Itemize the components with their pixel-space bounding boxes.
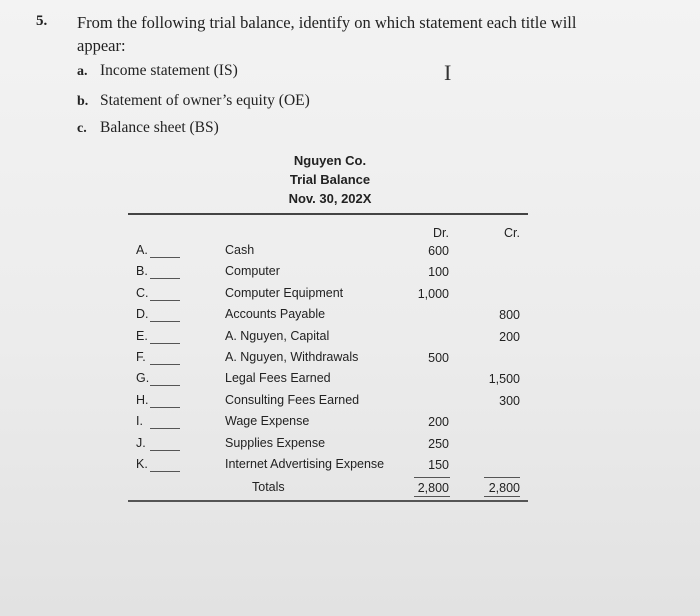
answer-blank[interactable]: [150, 385, 180, 386]
answer-blank[interactable]: [150, 300, 180, 301]
account-title: Computer Equipment: [225, 286, 344, 300]
option-c-letter: c.: [77, 121, 87, 136]
answer-blank[interactable]: [150, 343, 180, 344]
answer-blank[interactable]: [150, 407, 180, 408]
question-text-line2: appear:: [77, 36, 126, 55]
row-letter: B.: [136, 264, 148, 278]
credit-amount: 1,500: [488, 372, 520, 386]
dr-column-header: Dr.: [433, 226, 449, 240]
account-title: Cash: [225, 243, 255, 257]
option-b-letter: b.: [77, 94, 89, 109]
row-letter: A.: [136, 243, 148, 257]
debit-amount: 200: [428, 415, 449, 429]
answer-blank[interactable]: [150, 471, 180, 472]
answer-blank[interactable]: [150, 364, 180, 365]
answer-blank[interactable]: [150, 278, 180, 279]
statement-date: Nov. 30, 202X: [288, 191, 372, 206]
answer-blank[interactable]: [150, 450, 180, 451]
option-a-letter: a.: [77, 64, 88, 79]
row-letter: H.: [136, 393, 149, 407]
option-a-text: Income statement (IS): [100, 62, 238, 79]
debit-amount: 100: [428, 265, 449, 279]
debit-amount: 250: [428, 437, 449, 451]
row-letter: K.: [136, 457, 148, 471]
credit-amount: 800: [499, 308, 520, 322]
row-letter: G.: [136, 371, 150, 385]
account-title: A. Nguyen, Capital: [225, 329, 330, 343]
answer-blank[interactable]: [150, 428, 180, 429]
row-letter: I.: [136, 414, 143, 428]
question-number: 5.: [36, 13, 48, 29]
account-title: Consulting Fees Earned: [225, 393, 360, 407]
row-letter: C.: [136, 286, 149, 300]
debit-amount: 150: [428, 458, 449, 472]
row-letter: E.: [136, 329, 148, 343]
credit-amount: 200: [499, 330, 520, 344]
bottom-rule: [128, 500, 528, 502]
totals-label: Totals: [252, 480, 285, 494]
dr-total-underline: [414, 477, 450, 478]
debit-amount: 600: [428, 244, 449, 258]
row-letter: D.: [136, 307, 149, 321]
debit-amount: 1,000: [417, 287, 449, 301]
cr-column-header: Cr.: [504, 226, 520, 240]
text-cursor-icon: I: [444, 60, 452, 85]
top-rule: [128, 213, 528, 215]
account-title: Computer: [225, 264, 280, 278]
account-title: Internet Advertising Expense: [225, 457, 385, 471]
option-b-text: Statement of owner’s equity (OE): [100, 92, 310, 109]
account-title: Legal Fees Earned: [225, 371, 331, 385]
option-c-text: Balance sheet (BS): [100, 119, 219, 136]
cr-total-underline: [484, 477, 520, 478]
account-title: Wage Expense: [225, 414, 310, 428]
answer-blank[interactable]: [150, 257, 180, 258]
account-title: Accounts Payable: [225, 307, 326, 321]
account-title: Supplies Expense: [225, 436, 326, 450]
company-name: Nguyen Co.: [293, 153, 367, 168]
row-letter: J.: [136, 436, 146, 450]
answer-blank[interactable]: [150, 321, 180, 322]
debit-amount: 500: [428, 351, 449, 365]
credit-amount: 300: [499, 394, 520, 408]
question-text-line1: From the following trial balance, identify on which statement each title will: [77, 13, 577, 32]
total-dr: 2,800: [417, 481, 449, 495]
statement-title: Trial Balance: [289, 172, 371, 187]
row-letter: F.: [136, 350, 146, 364]
total-cr: 2,800: [488, 481, 520, 495]
account-title: A. Nguyen, Withdrawals: [225, 350, 359, 364]
